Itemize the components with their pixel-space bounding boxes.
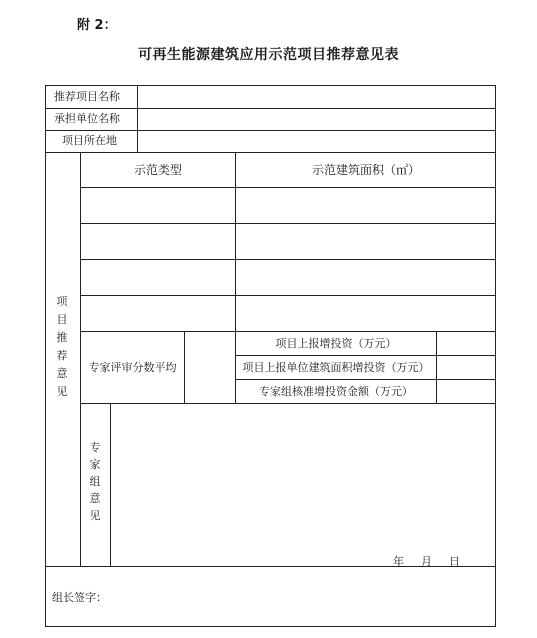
expert-opinion-field[interactable] (113, 406, 493, 546)
demo-type-field-3[interactable] (82, 261, 233, 293)
leader-signature-label: 组长签字： (52, 591, 107, 604)
demo-area-field-2[interactable] (237, 225, 494, 257)
attachment-label: 附 2： (77, 18, 117, 33)
investment-field-approved[interactable] (438, 381, 494, 401)
expert-score-field[interactable] (186, 333, 233, 401)
demo-type-field-1[interactable] (82, 189, 233, 221)
demo-type-field-2[interactable] (82, 225, 233, 257)
expert-score-label: 专家评审分数平均 (88, 361, 177, 374)
investment-label-reported: 项目上报增投资（万元） (275, 337, 397, 350)
recommendation-section-label: 项 目 推 荐 意 见 (56, 295, 68, 398)
demo-area-field-3[interactable] (237, 261, 494, 293)
project-location-label: 项目所在地 (62, 134, 117, 147)
demo-type-header: 示范类型 (133, 163, 182, 177)
date-month-label: 月 (421, 555, 432, 568)
date-year-label: 年 (393, 555, 404, 568)
demo-area-header: 示范建筑面积（㎡） (311, 163, 420, 177)
demo-area-field-4[interactable] (237, 297, 494, 329)
investment-field-per-area[interactable] (438, 357, 494, 377)
date-day-label: 日 (449, 555, 460, 568)
expert-opinion-label: 专 家 组 意 见 (89, 441, 101, 522)
project-name-field[interactable] (140, 88, 492, 106)
undertaking-unit-field[interactable] (140, 110, 492, 128)
form-title: 可再生能源建筑应用示范项目推荐意见表 (138, 47, 399, 63)
undertaking-unit-label: 承担单位名称 (54, 112, 120, 125)
investment-field-reported[interactable] (438, 333, 494, 353)
project-name-label: 推荐项目名称 (54, 90, 120, 103)
demo-type-field-4[interactable] (82, 297, 233, 329)
project-location-field[interactable] (140, 132, 492, 150)
investment-label-approved: 专家组核准增投资金额（万元） (259, 385, 413, 398)
leader-signature-field[interactable] (110, 570, 492, 622)
investment-label-per-area: 项目上报单位建筑面积增投资（万元） (242, 361, 430, 374)
demo-area-field-1[interactable] (237, 189, 494, 221)
